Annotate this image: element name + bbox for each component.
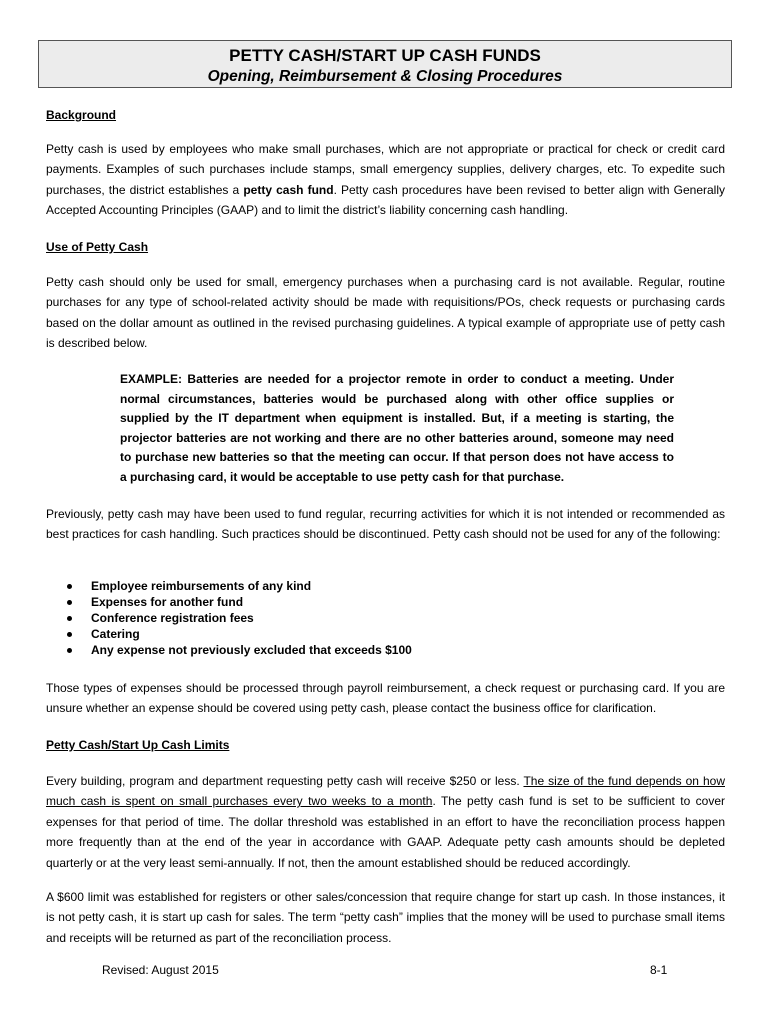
heading-background: Background [46,108,117,122]
list-item-text: Conference registration fees [91,611,254,625]
footer-page-number: 8-1 [650,963,668,977]
paragraph-use-2: Previously, petty cash may have been used to fund regular, recurring activities for which it is not intended or recommended as best practices for cash handling. Such practices should be discontinued. Petty cash should not be used for any of the following: [46,507,725,542]
page-title: PETTY CASH/START UP CASH FUNDS [229,46,541,65]
list-item [46,610,412,626]
list-item [46,594,412,610]
heading-limits: Petty Cash/Start Up Cash Limits [46,738,230,752]
paragraph-underlined-text: The size of the fund depends on how much cash is spent on small purchases every two weeks to a month [46,774,725,809]
bullet-icon [67,632,72,637]
paragraph-background [46,139,725,221]
bullet-icon [67,600,72,605]
list-item-text: Expenses for another fund [91,595,244,609]
paragraph-bold-text: petty cash fund [243,182,334,197]
list-item [46,626,412,642]
paragraph-text: . The petty cash fund is set to be sufficient to cover expenses for that period of time. The dollar threshold was established in an effort to have the reconciliation process happen more frequently than at the end of the year in accordance with GAAP. Adequate petty cash amounts should be depleted quarterly or at the very least semi-annually. If not, then the amount established should be reduced accordingly. [46,794,725,870]
excluded-expenses-list [46,578,412,658]
list-item-text: Catering [91,627,140,641]
list-item-text: Employee reimbursements of any kind [91,579,312,593]
list-item-text: Any expense not previously excluded that exceeds $100 [91,643,412,657]
paragraph-limits-2: A $600 limit was established for registers or other sales/concession that require change for start up cash. In those instances, it is not petty cash, it is start up cash for sales. The term “petty cash” implies that the money will be used to purchase small items and receipts will be returned as part of the reconciliation process. [46,890,725,945]
paragraph-use-1: Petty cash should only be used for small, emergency purchases when a purchasing card is not available. Regular, routine purchases for any type of school-related activity should be made with requisitions/POs, check requests or purchasing cards based on the dollar amount as outlined in the revised purchasing guidelines. A typical example of appropriate use of petty cash is described below. [46,275,725,351]
paragraph-text: Every building, program and department requesting petty cash will receive $250 or less. [46,774,524,788]
paragraph-limits-1 [46,771,725,873]
paragraph-use-3: Those types of expenses should be processed through payroll reimbursement, a check request or purchasing card. If you are unsure whether an expense should be covered using petty cash, please contact the business office for clarification. [46,681,725,716]
list-item [46,642,412,658]
page-subtitle: Opening, Reimbursement & Closing Procedures [207,68,563,85]
bullet-icon [67,584,72,589]
bullet-icon [67,616,72,621]
list-item [46,578,412,594]
bullet-icon [67,648,72,653]
paragraph-text: Petty cash is used by employees who make small purchases, which are not appropriate or practical for check or credit card payments. Examples of such purchases include stamps, small emergency supplies, delivery charges, etc. To expedite such purchases, the district establishes a [46,142,725,197]
footer-revised-date: Revised: August 2015 [102,963,219,977]
paragraph-text: . Petty cash procedures have been revised to better align with Generally Accepted Accounting Principles (GAAP) and to limit the district’s liability concerning cash handling. [46,182,725,218]
example-block: EXAMPLE: Batteries are needed for a projector remote in order to conduct a meeting. Under normal circumstances, batteries would be purchased along with other office supplies or supplied by the IT department when equipment is installed. But, if a meeting is starting, the projector batteries are not working and there are no other batteries around, someone may need to purchase new batteries so that the meeting can occur. If that person does not have access to a purchasing card, it would be acceptable to use petty cash for that purchase. [120,372,674,484]
title-box [38,40,732,88]
heading-use-of-petty-cash: Use of Petty Cash [46,240,149,254]
